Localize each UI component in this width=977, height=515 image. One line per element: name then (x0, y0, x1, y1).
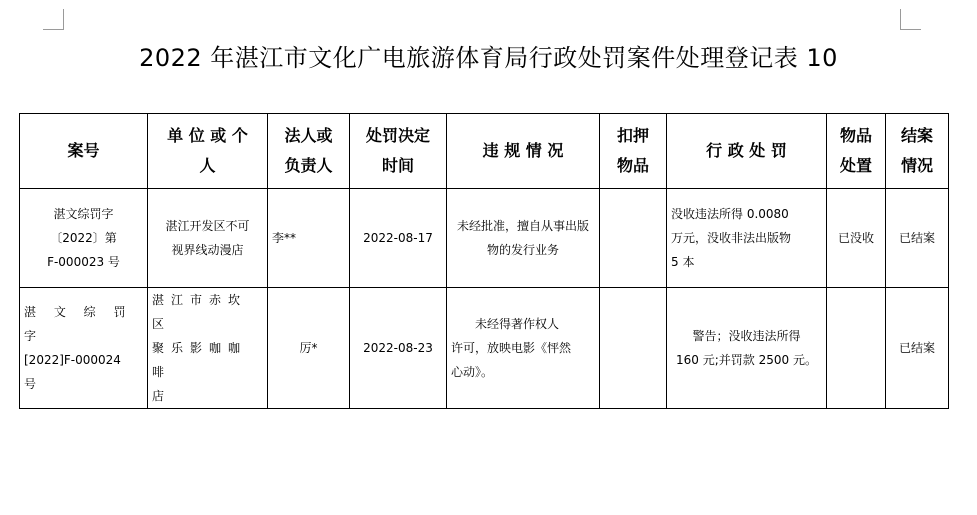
header-case-no: 案号 (20, 114, 148, 189)
header-decision-date: 处罚决定 时间 (350, 114, 447, 189)
entity-cell: 湛江开发区不可 视界线动漫店 (148, 189, 268, 288)
header-legal-person: 法人或 负责人 (268, 114, 350, 189)
document-title: 2022 年湛江市文化广电旅游体育局行政处罚案件处理登记表 10 (139, 44, 838, 72)
legal-person-cell: 李** (268, 189, 350, 288)
case-number-cell: 湛文综罚字 〔2022〕第 F-000023 号 (20, 189, 148, 288)
penalty-cell: 警告；没收违法所得 160 元;并罚款 2500 元。 (667, 288, 827, 409)
case-number-cell: 湛 文 综 罚 字 [2022]F-000024 号 (20, 288, 148, 409)
item-disposal-cell (827, 288, 886, 409)
header-entity: 单 位 或 个 人 (148, 114, 268, 189)
case-register-table (19, 113, 949, 409)
violation-cell: 未经得著作权人 许可，放映电影《怦然 心动》。 (447, 288, 600, 409)
table-row (20, 189, 949, 288)
entity-cell: 湛江市赤坎区 聚乐影咖咖啡 店 (148, 288, 268, 409)
seized-items-cell (600, 288, 667, 409)
header-item-disposal: 物品 处置 (827, 114, 886, 189)
header-closure-status: 结案 情况 (886, 114, 949, 189)
crop-mark-top-right (900, 9, 921, 30)
closure-status-cell: 已结案 (886, 189, 949, 288)
legal-person-cell: 厉* (268, 288, 350, 409)
header-penalty: 行 政 处 罚 (667, 114, 827, 189)
decision-date-cell: 2022-08-17 (350, 189, 447, 288)
header-violation: 违 规 情 况 (447, 114, 600, 189)
seized-items-cell (600, 189, 667, 288)
header-seized-items: 扣押 物品 (600, 114, 667, 189)
table-row (20, 288, 949, 409)
crop-mark-top-left (43, 9, 64, 30)
penalty-cell: 没收违法所得 0.0080 万元，没收非法出版物 5 本 (667, 189, 827, 288)
table-header-row (20, 114, 949, 189)
item-disposal-cell: 已没收 (827, 189, 886, 288)
violation-cell: 未经批准，擅自从事出版 物的发行业务 (447, 189, 600, 288)
decision-date-cell: 2022-08-23 (350, 288, 447, 409)
closure-status-cell: 已结案 (886, 288, 949, 409)
